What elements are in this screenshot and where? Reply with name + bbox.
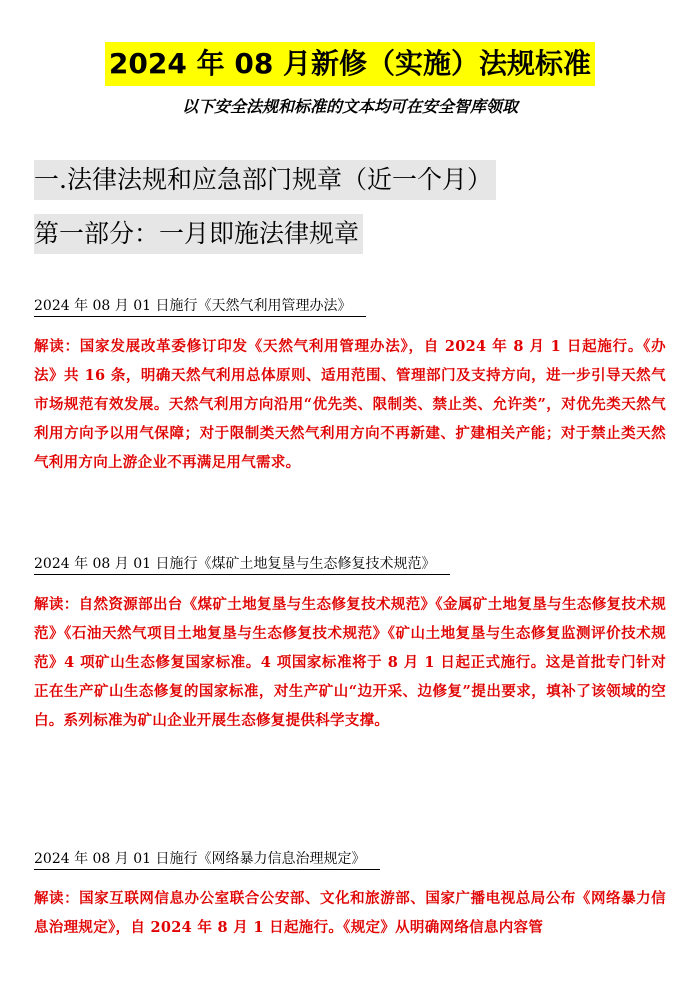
section-heading-part-one: 第一部分：一月即施法律规章 <box>34 214 363 254</box>
entry-body: 解读：国家发展改革委修订印发《天然气利用管理办法》，自 2024 年 8 月 1 日起施行。《办法》共 16 条，明确天然气利用总体原则、适用范围、管理部门及支持方向，进一步引导天然气市场规范有效发展。天然气利用方向沿用“优先类、限制类、禁止类、允许类”，对优先类天然气利用方向予以用气保障；对于限制类天然气利用方向不再新建、扩建相关产能；对于禁止类天然气利用方向上游企业不再满足用气需求。 <box>34 338 666 471</box>
entry-heading: 2024 年 08 月 01 日施行《天然气利用管理办法》 <box>34 297 366 317</box>
entry-body: 解读：国家互联网信息办公室联合公安部、文化和旅游部、国家广播电视总局公布《网络暴力信息治理规定》，自 2024 年 8 月 1 日起施行。《规定》从明确网络信息内容管 <box>34 890 666 936</box>
page-title: 2024 年 08 月新修（实施）法规标准 <box>105 42 595 86</box>
subtitle: 以下安全法规和标准的文本均可在安全智库领取 <box>181 97 518 116</box>
title-wrap <box>0 42 700 86</box>
entry-body: 解读：自然资源部出台《煤矿土地复垦与生态修复技术规范》《金属矿土地复垦与生态修复技术规范》《石油天然气项目土地复垦与生态修复技术规范》《矿山土地复垦与生态修复监测评价技术规范》4 项矿山生态修复国家标准。4 项国家标准将于 8 月 1 日起正式施行。这是首批专门针对正在生产矿山生态修复的国家标准，对生产矿山“边开采、边修复”提出要求，填补了该领域的空白。系列标准为矿山企业开展生态修复提供科学支撑。 <box>34 596 666 729</box>
entry-heading: 2024 年 08 月 01 日施行《煤矿土地复垦与生态修复技术规范》 <box>34 555 450 575</box>
entry-heading: 2024 年 08 月 01 日施行《网络暴力信息治理规定》 <box>34 850 380 870</box>
section-heading-laws: 一.法律法规和应急部门规章（近一个月） <box>34 160 496 200</box>
